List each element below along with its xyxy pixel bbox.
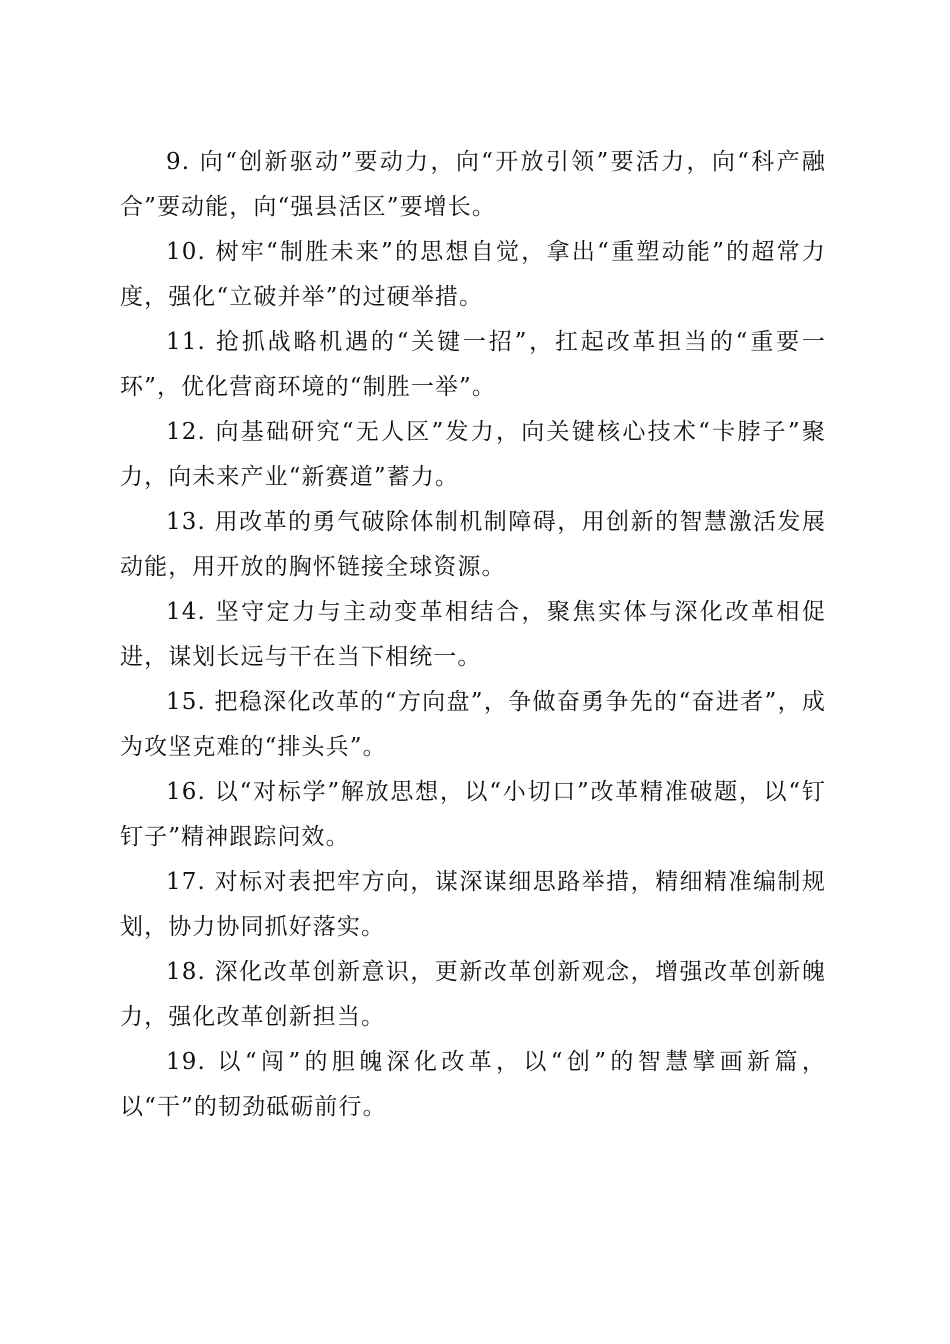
paragraph-17: 17. 对标对表把牢方向，谋深谋细思路举措，精细精准编制规划，协力协同抓好落实。: [120, 869, 826, 940]
paragraph-18: 18. 深化改革创新意识，更新改革创新观念，增强改革创新魄力，强化改革创新担当。: [120, 959, 826, 1030]
document-body: [120, 140, 826, 1130]
paragraph-12: 12. 向基础研究“无人区”发力，向关键核心技术“卡脖子”聚力，向未来产业“新赛道”蓄力。: [120, 419, 826, 490]
paragraph-15: 15. 把稳深化改革的“方向盘”，争做奋勇争先的“奋进者”，成为攻坚克难的“排头兵”。: [120, 689, 826, 760]
paragraph-10: 10. 树牢“制胜未来”的思想自觉，拿出“重塑动能”的超常力度，强化“立破并举”的过硬举措。: [120, 239, 826, 310]
paragraph-14: 14. 坚守定力与主动变革相结合，聚焦实体与深化改革相促进，谋划长远与干在当下相统一。: [120, 599, 826, 670]
paragraph-19: 19. 以“闯”的胆魄深化改革，以“创”的智慧擘画新篇，以“干”的韧劲砥砺前行。: [120, 1049, 826, 1120]
paragraph-11: 11. 抢抓战略机遇的“关键一招”，扛起改革担当的“重要一环”，优化营商环境的“制胜一举”。: [120, 329, 826, 400]
paragraph-16: 16. 以“对标学”解放思想，以“小切口”改革精准破题，以“钉钉子”精神跟踪问效。: [120, 779, 826, 850]
paragraph-13: 13. 用改革的勇气破除体制机制障碍，用创新的智慧激活发展动能，用开放的胸怀链接全球资源。: [120, 509, 826, 580]
paragraph-9: 9. 向“创新驱动”要动力，向“开放引领”要活力，向“科产融合”要动能，向“强县活区”要增长。: [120, 149, 826, 220]
